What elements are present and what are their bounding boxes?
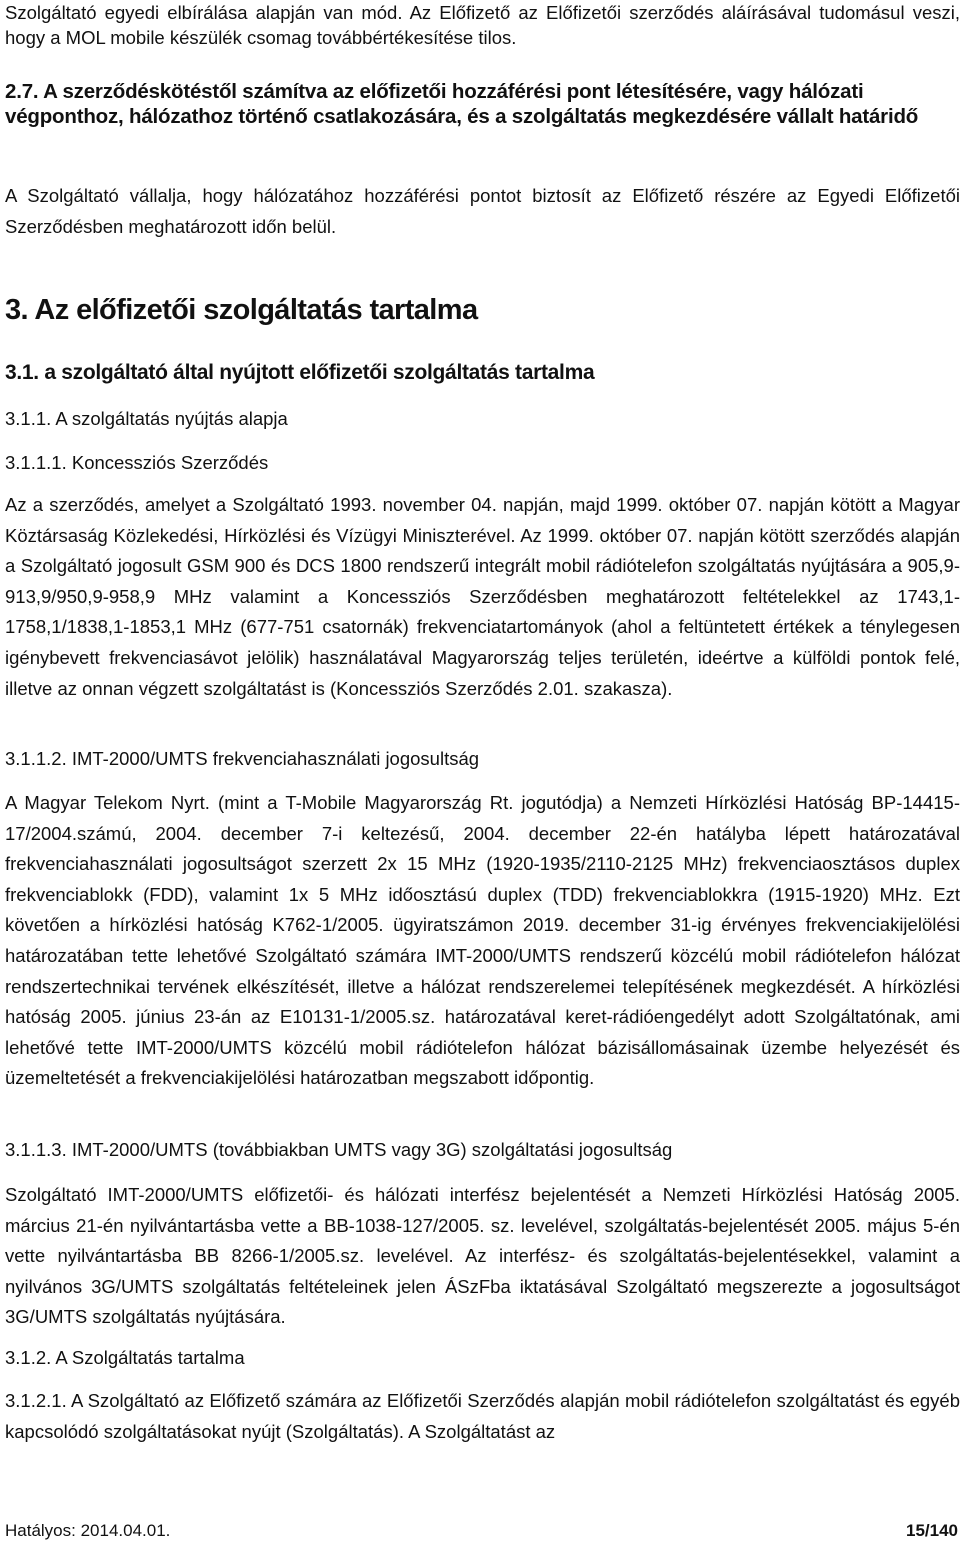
section-3-1-1-3-heading: 3.1.1.3. IMT-2000/UMTS (továbbiakban UMTS vagy 3G) szolgáltatási jogosultság (5, 1139, 673, 1160)
section-3-1-heading: 3.1. a szolgáltató által nyújtott előfizetői szolgáltatás tartalma (5, 361, 595, 384)
section-2-7-body: A Szolgáltató vállalja, hogy hálózatához hozzáférési pontot biztosít az Előfizető részére az Egyedi Előfizetői Szerződésben meghatározott időn belül. (5, 185, 960, 237)
section-3-1-1-heading: 3.1.1. A szolgáltatás nyújtás alapja (5, 408, 288, 429)
section-3-1-1-1-body: Az a szerződés, amelyet a Szolgáltató 1993. november 04. napján, majd 1999. október 07. napján kötött a Magyar Köztársaság Közlekedési, Hírközlési és Vízügyi Miniszterével. Az 1999. október 07. napján kötött szerződés alapján a Szolgáltató jogosult GSM 900 és DCS 1800 rendszerű integrált mobil rádiótelefon szolgáltatás nyújtására a 905,9-913,9/950,9-958,9 MHz valamint a Koncessziós Szerződésben meghatározott feltételekkel az 1743,1-1758,1/1838,1-1853,1 MHz (677-751 csatornák) frekvenciatartományok (ahol a feltüntetett értékek a ténylegesen igénybevett frekvenciasávot jelölik) használatával Magyarország teljes területén, ideértve a külföldi pontok felé, illetve az onnan végzett szolgáltatást is (Koncessziós Szerződés 2.01. szakasza). (5, 494, 960, 699)
section-3-1-1-2-body: A Magyar Telekom Nyrt. (mint a T-Mobile Magyarország Rt. jogutódja) a Nemzeti Hírközlési Hatóság BP-14415-17/2004.számú, 2004. december 7-i keltezésű, 2004. december 22-én hatályba lépett határozatával frekvenciahasználati jogosultságot szerzett 2x 15 MHz (1920-1935/2110-2125 MHz) frekvenciaosztásos duplex frekvenciablokk (FDD), valamint 1x 5 MHz időosztású duplex (TDD) frekvenciablokkra (1915-1920) MHz. Ezt követően a hírközlési hatóság K762-1/2005. ügyiratszámon 2019. december 31-ig érvényes frekvenciakijelölési határozatában tette lehetővé Szolgáltató számára IMT-2000/UMTS rendszerű közcélú mobil rádiótelefon hálózat rendszertechnikai tervének elkészítését, illetve a hálózat rendszerelemei telepítésének megkezdését. A hírközlési hatóság 2005. június 23-án az E10131-1/2005.sz. határozatával keret-rádióengedélyt adott Szolgáltatónak, ami lehetővé tette IMT-2000/UMTS közcélú mobil rádiótelefon hálózat bázisállomásainak üzembe helyezését és üzemeltetését a frekvenciakijelölési határozatban megszabott időpontig. (5, 792, 960, 1089)
section-3-1-1-1-heading: 3.1.1.1. Koncessziós Szerződés (5, 452, 269, 473)
section-3-heading: 3. Az előfizetői szolgáltatás tartalma (5, 294, 478, 326)
section-3-1-2-heading: 3.1.2. A Szolgáltatás tartalma (5, 1347, 245, 1368)
intro-paragraph: Szolgáltató egyedi elbírálása alapján van mód. Az Előfizető az Előfizetői szerződés aláírásával tudomásul veszi, hogy a MOL mobile készülék csomag továbbértékesítése tilos. (5, 2, 960, 48)
section-3-1-2-1-body: 3.1.2.1. A Szolgáltató az Előfizető számára az Előfizetői Szerződés alapján mobil rádiótelefon szolgáltatást és egyéb kapcsolódó szolgáltatásokat nyújt (Szolgáltatás). A Szolgáltatást az (5, 1390, 960, 1442)
footer-effective-date: Hatályos: 2014.04.01. (5, 1521, 171, 1540)
section-2-7-heading: 2.7. A szerződéskötéstől számítva az előfizetői hozzáférési pont létesítésére, vagy hálózati végponthoz, hálózathoz történő csatlakozására, és a szolgáltatás megkezdésére vállalt határidő (5, 80, 919, 128)
section-3-1-1-2-heading: 3.1.1.2. IMT-2000/UMTS frekvenciahasználati jogosultság (5, 748, 480, 769)
footer-page-number: 15/140 (906, 1521, 958, 1540)
section-3-1-1-3-body: Szolgáltató IMT-2000/UMTS előfizetői- és hálózati interfész bejelentését a Nemzeti Hírközlési Hatóság 2005. március 21-én nyilvántartásba vette a BB-1038-127/2005. sz. levelével, szolgáltatás-bejelentését 2005. május 5-én vette nyilvántartásba BB 8266-1/2005.sz. levelével. Az interfész- és szolgáltatás-bejelentésekkel, valamint a nyilvános 3G/UMTS szolgáltatás feltételeinek jelen ÁSzFba iktatásával Szolgáltató megszerezte a jogosultságot 3G/UMTS szolgáltatás nyújtására. (5, 1184, 960, 1328)
